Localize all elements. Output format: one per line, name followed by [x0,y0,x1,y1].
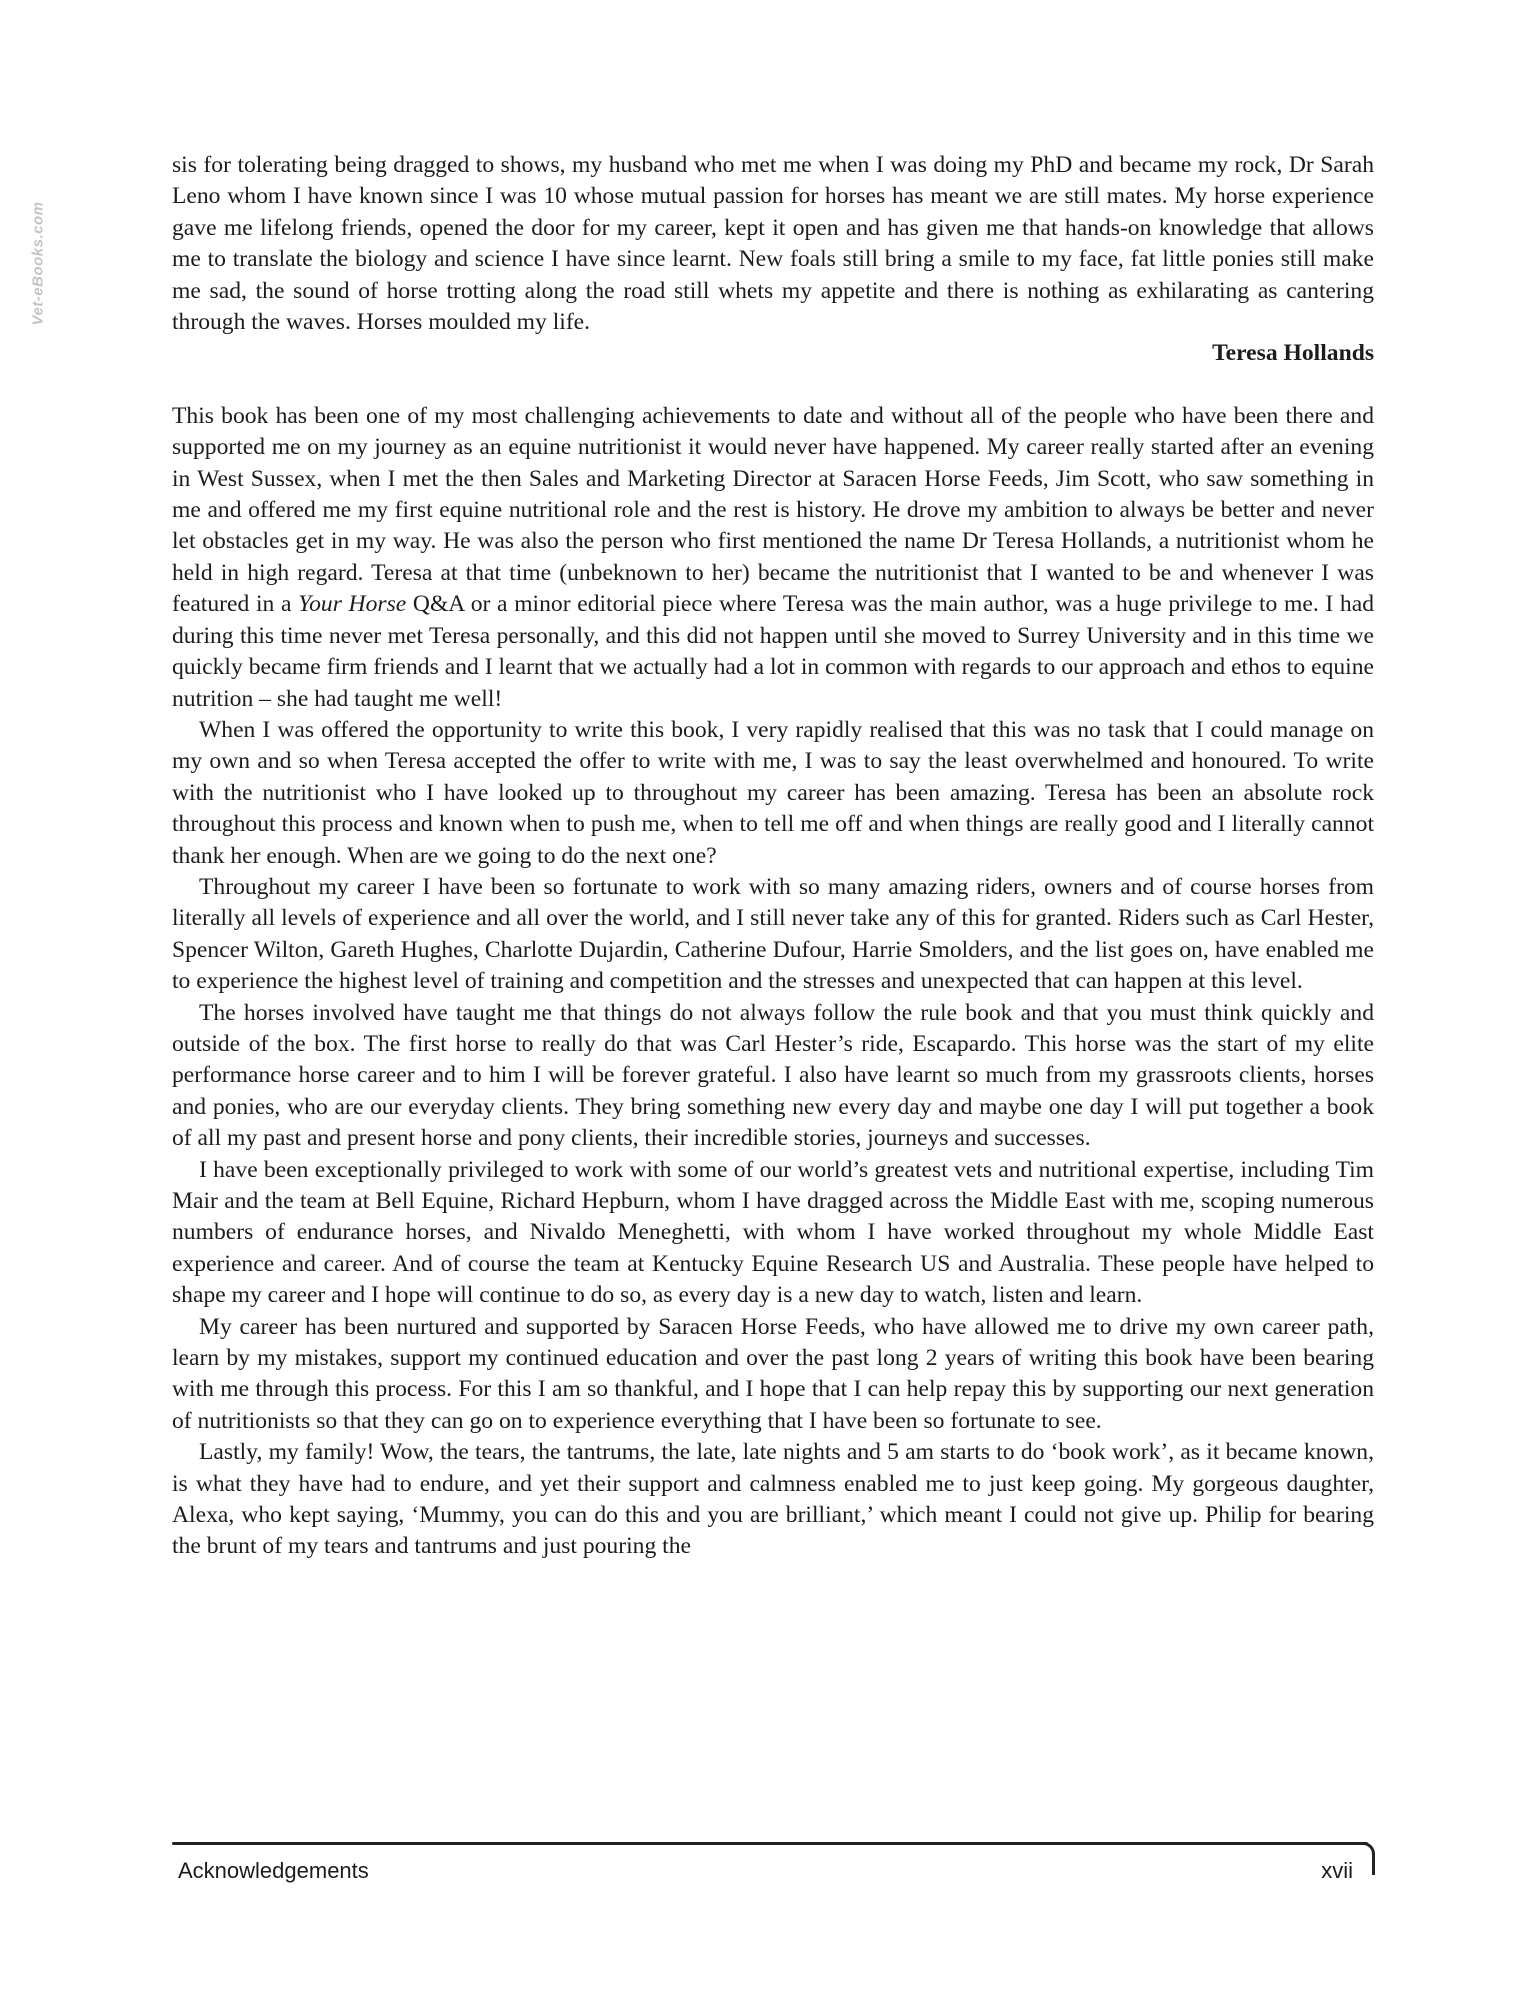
paragraph-intro-part-2: Q&A or a minor editorial piece where Teresa was the main author, was a huge privilege to me. I had during this time never met Teresa personally, and this did not happen until she moved to Surrey University and in this time we quickly became firm friends and I learnt that we actually had a lot in common with regards to our approach and ethos to equine nutrition – she had taught me well! [172,591,1374,712]
paragraph: Throughout my career I have been so fortunate to work with so many amazing riders, owners and of course horses from literally all levels of experience and all over the world, and I still never take any of this for granted. Riders such as Carl Hester, Spencer Wilton, Gareth Hughes, Charlotte Dujardin, Catherine Dufour, Harrie Smolders, and the list goes on, have enabled me to experience the highest level of training and competition and the stresses and unexpected that can happen at this level. [172,873,1374,995]
watermark-logo [18,178,58,348]
author-signature: Teresa Hollands [1212,340,1374,367]
page-body [172,150,1374,1563]
paragraph-intro [172,401,1374,715]
paragraph: My career has been nurtured and supported by Saracen Horse Feeds, who have allowed me to drive my own career path, learn by my mistakes, support my continued education and over the past long 2 years of writing this book have been bearing with me through this process. For this I am so thankful, and I hope that I can help repay this by supporting our next generation of nutritionists so that they can go on to experience everything that I have been so fortunate to see. [172,1313,1374,1434]
footer-rule-corner [1360,1842,1375,1875]
paragraph-intro-part-1: This book has been one of my most challenging achievements to date and without all of the people who have been there and supported me on my journey as an equine nutritionist it would never have happened. My career really started after an evening in West Sussex, when I met the then Sales and Marketing Director at Saracen Horse Feeds, Jim Scott, who saw something in me and offered me my first equine nutritional role and the rest is history. He drove my ambition to always be better and never let obstacles get in my way. He was also the person who first mentioned the name Dr Teresa Hollands, a nutritionist whom he held in high regard. Teresa at that time (unbeknown to her) became the nutritionist that I wanted to be and whenever I was featured in a [172,402,1374,618]
watermark-text: Vet-eBooks.com [29,201,47,325]
page-number: xvii [1321,1858,1353,1883]
footer-rule [172,1842,1368,1845]
paragraph: The horses involved have taught me that things do not always follow the rule book and that you must think quickly and outside of the box. The first horse to really do that was Carl Hester’s ride, Escapardo. This horse was the start of my elite performance horse career and to him I will be forever grateful. I also have learnt so much from my grassroots clients, horses and ponies, who are our everyday clients. They bring something new every day and maybe one day I will put together a book of all my past and present horse and pony clients, their incredible stories, journeys and successes. [172,999,1374,1152]
paragraph: I have been exceptionally privileged to work with some of our world’s greatest vets and nutritional expertise, including Tim Mair and the team at Bell Equine, Richard Hepburn, whom I have dragged across the Middle East with me, scoping numerous numbers of endurance horses, and Nivaldo Meneghetti, with whom I have worked throughout my whole Middle East experience and career. And of course the team at Kentucky Equine Research US and Australia. These people have helped to shape my career and I hope will continue to do so, as every day is a new day to watch, listen and learn. [172,1156,1374,1309]
opening-paragraph: sis for tolerating being dragged to shows, my husband who met me when I was doing my PhD and became my rock, Dr Sarah Leno whom I have known since I was 10 whose mutual passion for horses has meant we are still mates. My horse experience gave me lifelong friends, opened the door for my career, kept it open and has given me that hands-on knowledge that allows me to translate the biology and science I have since learnt. New foals still bring a smile to my face, fat little ponies still make me sad, the sound of horse trotting along the road still whets my appetite and there is nothing as exhilarating as cantering through the waves. Horses moulded my life. [172,152,1374,336]
footer-section-title: Acknowledgements [178,1858,369,1883]
magazine-title: Your Horse [298,591,407,618]
paragraph: When I was offered the opportunity to write this book, I very rapidly realised that this was no task that I could manage on my own and so when Teresa accepted the offer to write with me, I was to say the least overwhelmed and honoured. To write with the nutritionist who I have looked up to throughout my career has been amazing. Teresa has been an absolute rock throughout this process and known when to push me, when to tell me off and when things are really good and I literally cannot thank her enough. When are we going to do the next one? [172,716,1374,869]
paragraph: Lastly, my family! Wow, the tears, the tantrums, the late, late nights and 5 am starts to do ‘book work’, as it became known, is what they have had to endure, and yet their support and calmness enabled me to just keep going. My gorgeous daughter, Alexa, who kept saying, ‘Mummy, you can do this and you are brilliant,’ which meant I could not give up. Philip for bearing the brunt of my tears and tantrums and just pouring the [172,1439,1374,1560]
